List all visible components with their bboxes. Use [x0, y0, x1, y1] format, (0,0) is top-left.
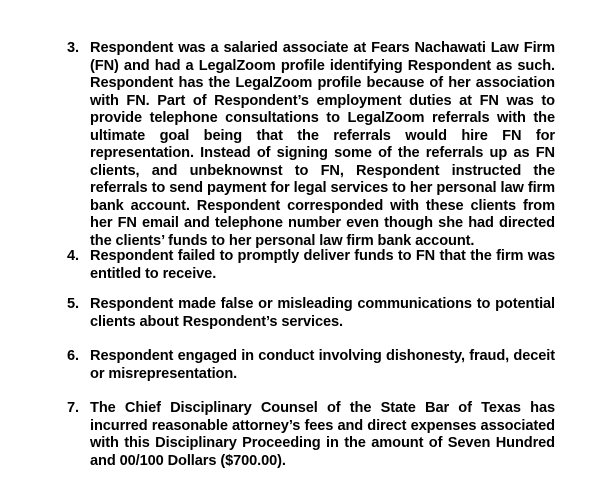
- paragraph-number: 5.: [67, 296, 79, 312]
- paragraph-number: 3.: [67, 40, 79, 56]
- paragraph-text: Respondent made false or misleading communications to potential clients about Respondent’s services.: [90, 296, 555, 330]
- numbered-paragraph-6: [67, 348, 555, 383]
- paragraph-text: The Chief Disciplinary Counsel of the State Bar of Texas has incurred reasonable attorney’s fees and direct expenses associated with this Disciplinary Proceeding in the amount of Seven Hundred and 00/100 Dollars ($700.00).: [90, 400, 555, 469]
- numbered-paragraph-3: [67, 40, 555, 250]
- paragraph-text: Respondent engaged in conduct involving dishonesty, fraud, deceit or misrepresentation.: [90, 348, 555, 382]
- paragraph-number: 6.: [67, 348, 79, 364]
- numbered-paragraph-5: [67, 296, 555, 331]
- paragraph-text: Respondent failed to promptly deliver funds to FN that the firm was entitled to receive.: [90, 248, 555, 282]
- paragraph-number: 7.: [67, 400, 79, 416]
- paragraph-text: Respondent was a salaried associate at Fears Nachawati Law Firm (FN) and had a LegalZoom profile identifying Respondent as such. Respondent has the LegalZoom profile because of her association with FN. Part of Respondent’s employment duties at FN was to provide telephone consultations to LegalZoom referrals with the ultimate goal being that the referrals would hire FN for representation. Instead of signing some of the referrals up as FN clients, and unbeknownst to FN, Respondent instructed the referrals to send payment for legal services to her personal law firm bank account. Respondent corresponded with these clients from her FN email and telephone number even though she had directed the clients’ funds to her personal law firm bank account.: [90, 40, 555, 249]
- paragraph-number: 4.: [67, 248, 79, 264]
- numbered-paragraph-7: [67, 400, 555, 470]
- numbered-paragraph-4: [67, 248, 555, 283]
